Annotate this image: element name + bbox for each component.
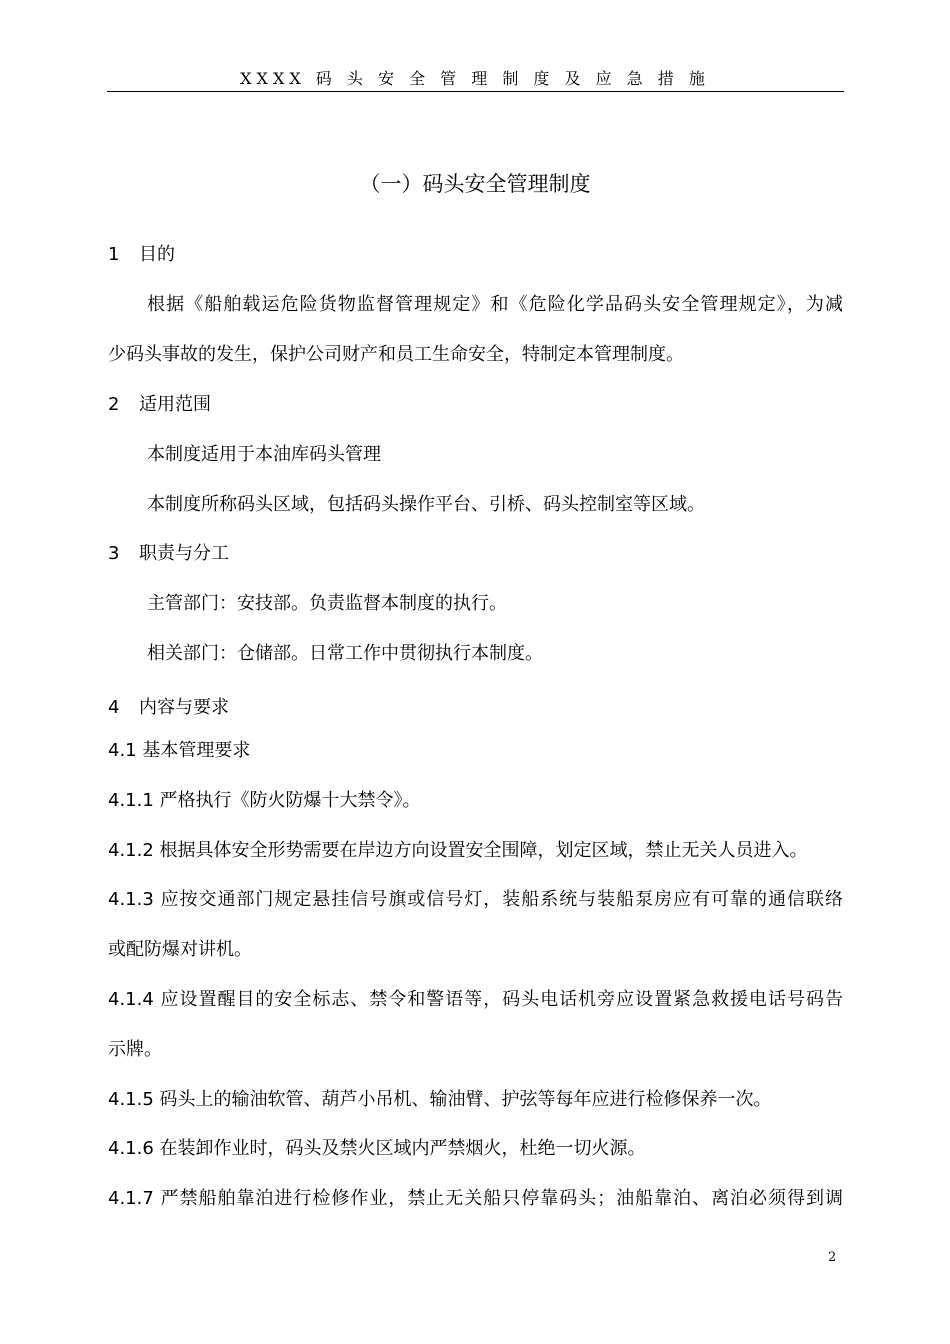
- section-heading-text: 目的: [139, 244, 175, 265]
- header-title: XXXX 码 头 安 全 管 理 制 度 及 应 急 措 施: [240, 69, 710, 88]
- paragraph-line: 相关部门：仓储部。日常工作中贯彻执行本制度。: [147, 643, 543, 664]
- clause-item: 4.1.3 应按交通部门规定悬挂信号旗或信号灯，装船系统与装船泵房应有可靠的通信联络: [108, 889, 843, 910]
- section-heading-text: 适用范围: [139, 394, 211, 415]
- paragraph-line: 主管部门：安技部。负责监督本制度的执行。: [147, 593, 507, 614]
- document-title: （一）码头安全管理制度: [359, 172, 591, 196]
- clause-item-continuation: 或配防爆对讲机。: [108, 939, 252, 960]
- section-heading-text: 职责与分工: [139, 543, 229, 564]
- section-heading-1: [108, 243, 175, 267]
- header-divider: [107, 91, 844, 92]
- section-heading-text: 内容与要求: [139, 697, 229, 718]
- clause-item: 4.1.6 在装卸作业时，码头及禁火区域内严禁烟火，杜绝一切火源。: [108, 1138, 646, 1159]
- section-number: 1: [108, 244, 120, 265]
- clause-item-continuation: 示牌。: [108, 1039, 162, 1060]
- clause-item: 4.1.1 严格执行《防火防爆十大禁令》。: [108, 790, 421, 811]
- paragraph-line: 少码头事故的发生，保护公司财产和员工生命安全，特制定本管理制度。: [108, 344, 684, 365]
- subsection-heading: 4.1 基本管理要求: [108, 740, 251, 761]
- clause-item: 4.1.2 根据具体安全形势需要在岸边方向设置安全围障，划定区域，禁止无关人员进入。: [108, 840, 808, 861]
- paragraph-line: 根据《船舶载运危险货物监督管理规定》和《危险化学品码头安全管理规定》，为减: [147, 294, 843, 315]
- section-heading-3: [108, 542, 229, 566]
- clause-item: 4.1.7 严禁船舶靠泊进行检修作业，禁止无关船只停靠码头；油船靠泊、离泊必须得到调: [108, 1188, 843, 1209]
- clause-item: 4.1.5 码头上的输油软管、葫芦小吊机、输油臂、护弦等每年应进行检修保养一次。: [108, 1089, 772, 1110]
- section-heading-4: [108, 696, 229, 720]
- page-number: 2: [828, 1250, 837, 1265]
- section-heading-2: [108, 393, 211, 417]
- section-number: 3: [108, 543, 120, 564]
- section-number: 2: [108, 394, 120, 415]
- paragraph-line: 本制度适用于本油库码头管理: [147, 444, 381, 465]
- clause-item: 4.1.4 应设置醒目的安全标志、禁令和警语等，码头电话机旁应设置紧急救援电话号码告: [108, 989, 843, 1010]
- section-number: 4: [108, 697, 120, 718]
- paragraph-line: 本制度所称码头区域，包括码头操作平台、引桥、码头控制室等区域。: [147, 494, 705, 515]
